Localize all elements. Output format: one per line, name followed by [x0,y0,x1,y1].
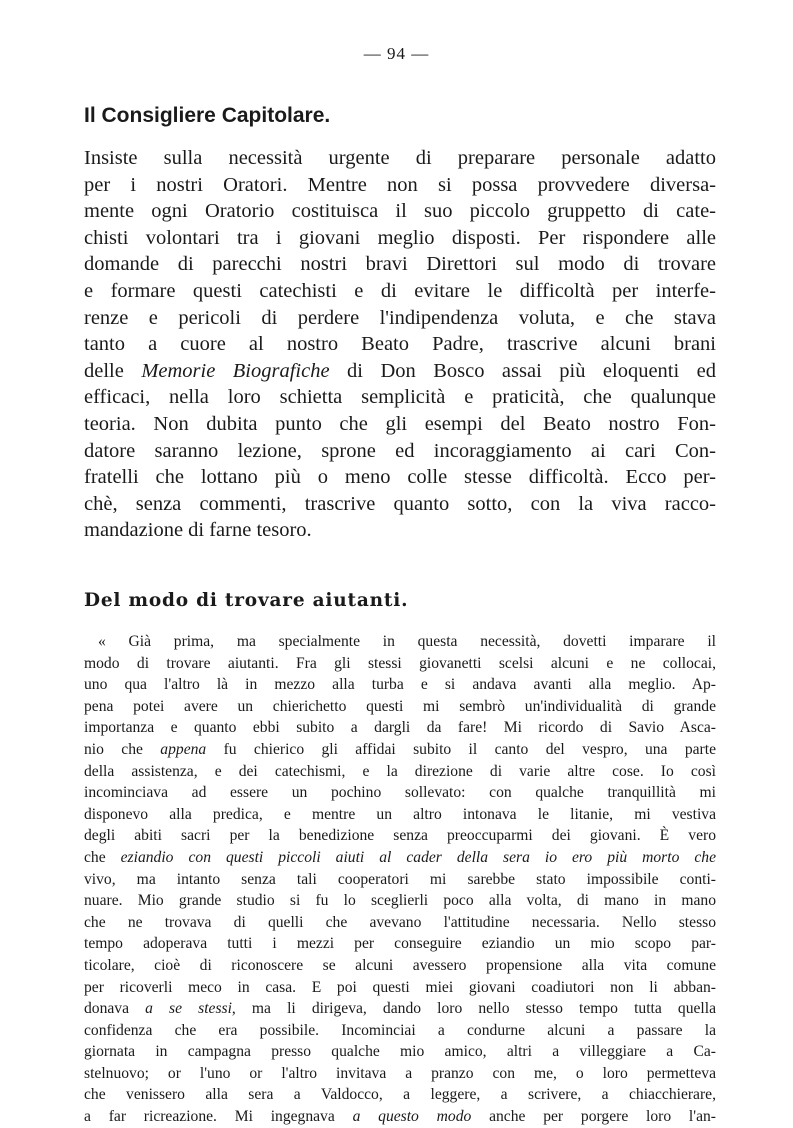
italic-text: eziandio con questi piccoli aiuti al cader della sera io ero più morto che [120,848,716,866]
text-segment: donava [84,1000,146,1018]
text-line [84,1106,716,1128]
text-line: della assistenza, e dei catechismi, e la direzione di varie altre cose. Io così [84,762,716,780]
intro-paragraph [84,145,716,544]
text-line: e formare questi catechisti e di evitare le difficoltà per interfe- [84,279,716,302]
text-segment: anche per porgere loro l'an- [471,1108,716,1126]
text-segment: delle [84,359,142,382]
text-segment: a far ricreazione. Mi ingegnava [84,1108,353,1126]
text-line: mandazione di farne tesoro. [84,519,312,542]
text-line: stelnuovo; or l'uno or l'altro invitava a pranzo con me, o loro permetteva [84,1064,716,1082]
text-line: tanto a cuore al nostro Beato Padre, trascrive alcuni brani [84,333,716,356]
text-line [84,998,716,1020]
italic-text: a se stessi [145,1000,232,1018]
text-line: degli abiti sacri per la benedizione senza preoccuparmi dei giovani. È vero [84,827,716,845]
text-line: chè, senza commenti, trascrive quanto sotto, con la viva racco- [84,492,716,515]
text-line: per i nostri Oratori. Mentre non si possa provvedere diversa- [84,173,716,196]
text-line: efficaci, nella loro schietta semplicità e praticità, che qualunque [84,386,716,409]
text-line: confidenza che era possibile. Incominciai a condurne alcuni a passare la [84,1021,716,1039]
text-line: importanza e quanto ebbi subito a dargli da fare! Mi ricordo di Savio Asca- [84,719,716,737]
text-line: chisti volontari tra i giovani meglio disposti. Per rispondere alle [84,226,716,249]
page-number: — 94 — [363,44,430,63]
text-line: Insiste sulla necessità urgente di preparare personale adatto [84,147,716,169]
subsection-title: Del modo di trovare aiutanti. [84,590,409,611]
text-line: pena potei avere un chierichetto questi mi sembrò un'individualità di grande [84,697,716,715]
text-line: fratelli che lottano più o meno colle stesse difficoltà. Ecco per- [84,466,716,489]
text-line: domande di parecchi nostri bravi Direttori sul modo di trovare [84,253,716,276]
text-line: mente ogni Oratorio costituisca il suo piccolo gruppetto di cate- [84,200,716,223]
text-segment: che [84,848,121,866]
text-segment: nio che [84,740,161,758]
text-segment: , ma li dirigeva, dando loro nello stesso tempo tutta quella [231,1000,716,1018]
italic-text: appena [160,740,207,758]
text-line: « Già prima, ma specialmente in questa necessità, dovetti imparare il [98,633,716,650]
text-line: per ricoverli meco in casa. E poi questi miei giovani coadiutori non li abban- [84,978,716,996]
italic-text: a questo modo [352,1108,472,1126]
text-line: datore saranno lezione, sprone ed incoraggiamento ai cari Con- [84,439,716,462]
quote-paragraph [84,631,716,1128]
text-line: che venissero alla sera a Valdocco, a leggere, a scrivere, a chiacchierare, [84,1086,716,1104]
text-line: incominciava ad essere un pochino sollevato: con qualche tranquillità mi [84,784,716,802]
text-line: modo di trovare aiutanti. Fra gli stessi giovanetti scelsi alcuni e ne collocai, [84,654,716,672]
text-line: che ne trovava di quelli che avevano l'attitudine necessaria. Nello stesso [84,913,716,931]
text-line [84,358,716,385]
text-line: nuare. Mio grande studio si fu lo sceglierli poco alla volta, di mano in mano [84,892,716,910]
text-line: tempo adoperava tutti i mezzi per conseguire eziandio un mio scopo par- [84,935,716,953]
text-line: disponevo alla predica, e mentre un altro intonava le litanie, mi vestiva [84,805,716,823]
text-line: vivo, ma intanto senza tali cooperatori mi sarebbe stato impossibile conti- [84,870,716,888]
text-line: uno qua l'altro là in mezzo alla turba e si andava avanti alla meglio. Ap- [84,676,716,694]
text-line: renze e pericoli di perdere l'indipendenza voluta, e che stava [84,306,716,329]
text-line: teoria. Non dubita punto che gli esempi del Beato nostro Fon- [84,412,716,435]
text-segment: fu chierico gli affidai subito il canto del vespro, una parte [206,740,716,758]
italic-text: Memorie Biografiche [141,359,330,382]
section-title: Il Consigliere Capitolare. [84,104,331,127]
text-line: giornata in campagna presso qualche mio amico, altri a villeggiare a Ca- [84,1043,716,1061]
text-line [84,739,716,761]
text-segment: di Don Bosco assai più eloquenti ed [329,359,717,382]
text-line: ticolare, cioè di riconoscere se alcuni avessero propensione alla vita comune [84,956,716,974]
text-line [84,847,716,869]
